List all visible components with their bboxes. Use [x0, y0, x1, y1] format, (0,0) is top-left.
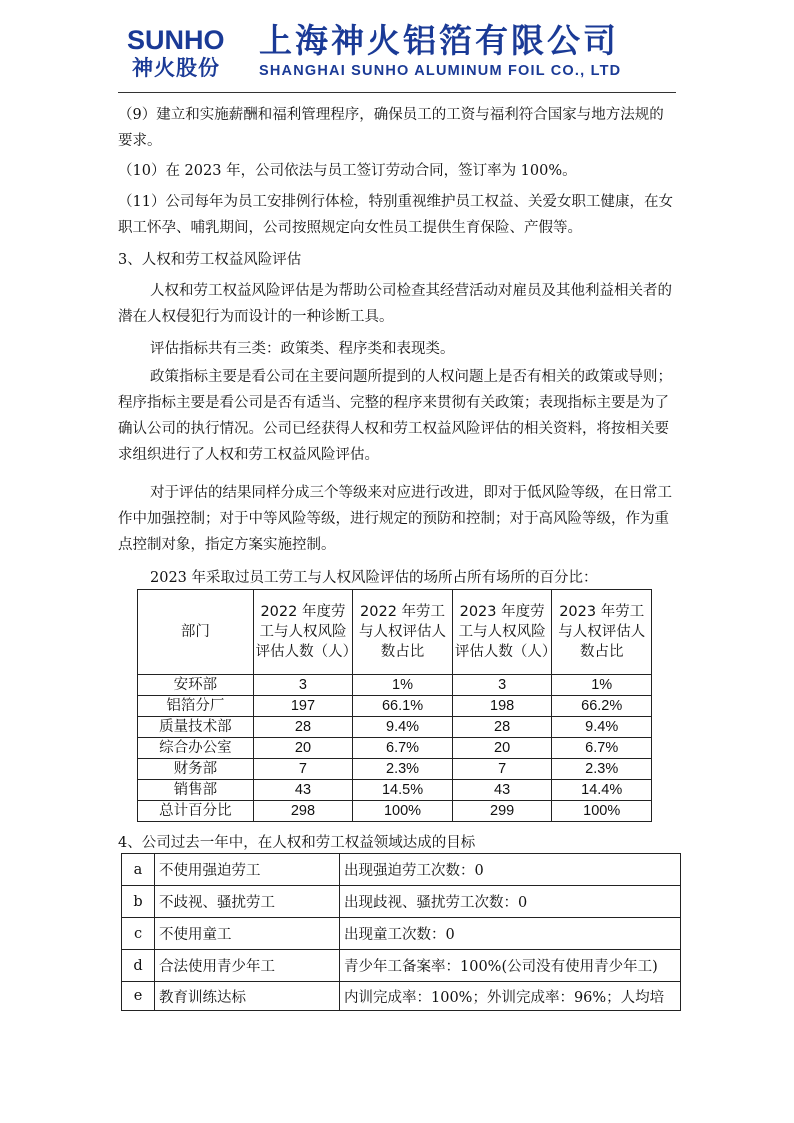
cell-dept: 质量技术部 — [138, 717, 254, 738]
cell-value: 2.3% — [353, 759, 453, 780]
cell-value: 9.4% — [353, 717, 453, 738]
cell-value: 20 — [452, 738, 552, 759]
header-dept: 部门 — [138, 590, 254, 675]
company-name-en: SHANGHAI SUNHO ALUMINUM FOIL CO., LTD — [259, 63, 622, 79]
cell-index: c — [122, 918, 155, 950]
cell-value: 28 — [253, 717, 353, 738]
cell-value: 9.4% — [552, 717, 652, 738]
table-row — [122, 918, 681, 950]
section-4-heading: 4、公司过去一年中，在人权和劳工权益领域达成的目标 — [118, 835, 476, 851]
cell-value: 1% — [552, 675, 652, 696]
cell-index: d — [122, 950, 155, 982]
company-name-cn: 上海神火铝箔有限公司 — [259, 21, 619, 60]
cell-dept: 销售部 — [138, 780, 254, 801]
header-2023-ratio: 2023 年劳工与人权评估人数占比 — [552, 590, 652, 675]
cell-value: 7 — [452, 759, 552, 780]
table-row — [138, 780, 652, 801]
cell-result: 青少年工备案率：100%(公司没有使用青少年工) — [340, 950, 681, 982]
cell-value: 100% — [552, 801, 652, 822]
cell-dept: 财务部 — [138, 759, 254, 780]
cell-index: a — [122, 854, 155, 886]
cell-result: 出现童工次数：0 — [340, 918, 681, 950]
cell-index: e — [122, 982, 155, 1011]
cell-value: 14.5% — [353, 780, 453, 801]
header-2022-count: 2022 年度劳工与人权风险评估人数（人） — [253, 590, 353, 675]
cell-dept: 安环部 — [138, 675, 254, 696]
cell-dept: 铝箔分厂 — [138, 696, 254, 717]
cell-value: 6.7% — [353, 738, 453, 759]
cell-value: 2.3% — [552, 759, 652, 780]
paragraph-indicator-details: 政策指标主要是看公司在主要问题所提到的人权问题上是否有相关的政策或导则；程序指标主要是看公司是否有适当、完整的程序来贯彻有关政策；表现指标主要是为了确认公司的执行情况。公司已经获得人权和劳工权益风险评估的相关资料，将按相关要求组织进行了人权和劳工权益风险评估。 — [118, 369, 672, 463]
goals-table — [121, 853, 681, 1011]
cell-value: 100% — [353, 801, 453, 822]
paragraph-11: （11）公司每年为员工安排例行体检，特别重视维护员工权益、关爱女职工健康，在女职工怀孕、哺乳期间，公司按照规定向女性员工提供生育保险、产假等。 — [118, 194, 673, 236]
cell-goal: 不歧视、骚扰劳工 — [155, 886, 340, 918]
risk-assessment-table — [137, 589, 652, 822]
table-row — [122, 854, 681, 886]
cell-result: 出现强迫劳工次数：0 — [340, 854, 681, 886]
paragraph-assessment-intro: 人权和劳工权益风险评估是为帮助公司检查其经营活动对雇员及其他利益相关者的潜在人权侵犯行为而设计的一种诊断工具。 — [118, 283, 672, 325]
cell-index: b — [122, 886, 155, 918]
logo-text-cn: 神火股份 — [132, 56, 220, 80]
cell-result: 内训完成率：100%；外训完成率：96%；人均培 — [340, 982, 681, 1011]
cell-dept: 总计百分比 — [138, 801, 254, 822]
cell-value: 43 — [253, 780, 353, 801]
cell-goal: 教育训练达标 — [155, 982, 340, 1011]
section-3-heading: 3、人权和劳工权益风险评估 — [118, 252, 302, 268]
table-row — [138, 696, 652, 717]
cell-value: 3 — [253, 675, 353, 696]
header-2023-count: 2023 年度劳工与人权风险评估人数（人） — [452, 590, 552, 675]
paragraph-indicator-types: 评估指标共有三类：政策类、程序类和表现类。 — [150, 341, 455, 357]
cell-value: 197 — [253, 696, 353, 717]
cell-value: 1% — [353, 675, 453, 696]
table-row — [138, 738, 652, 759]
header-divider — [118, 92, 676, 93]
cell-value: 298 — [253, 801, 353, 822]
table-header-row — [138, 590, 652, 675]
cell-result: 出现歧视、骚扰劳工次数：0 — [340, 886, 681, 918]
cell-value: 20 — [253, 738, 353, 759]
cell-goal: 不使用强迫劳工 — [155, 854, 340, 886]
cell-value: 7 — [253, 759, 353, 780]
table-row — [138, 717, 652, 738]
table-row — [122, 982, 681, 1011]
logo-text-en: SUNHO — [127, 25, 225, 55]
cell-value: 6.7% — [552, 738, 652, 759]
paragraph-9: （9）建立和实施薪酬和福利管理程序，确保员工的工资与福利符合国家与地方法规的要求。 — [118, 107, 664, 149]
table-row — [138, 675, 652, 696]
cell-goal: 不使用童工 — [155, 918, 340, 950]
table-row — [122, 886, 681, 918]
cell-value: 66.1% — [353, 696, 453, 717]
cell-goal: 合法使用青少年工 — [155, 950, 340, 982]
cell-value: 198 — [452, 696, 552, 717]
table1-caption: 2023 年采取过员工劳工与人权风险评估的场所占所有场所的百分比： — [150, 570, 598, 586]
cell-value: 14.4% — [552, 780, 652, 801]
cell-value: 66.2% — [552, 696, 652, 717]
paragraph-risk-levels: 对于评估的结果同样分成三个等级来对应进行改进，即对于低风险等级，在日常工作中加强控制；对于中等风险等级，进行规定的预防和控制；对于高风险等级，作为重点控制对象，指定方案实施控制。 — [118, 485, 672, 553]
table-row-total — [138, 801, 652, 822]
paragraph-10: （10）在 2023 年，公司依法与员工签订劳动合同，签订率为 100%。 — [118, 163, 577, 179]
cell-dept: 综合办公室 — [138, 738, 254, 759]
cell-value: 299 — [452, 801, 552, 822]
cell-value: 28 — [452, 717, 552, 738]
header-2022-ratio: 2022 年劳工与人权评估人数占比 — [353, 590, 453, 675]
table-row — [138, 759, 652, 780]
cell-value: 3 — [452, 675, 552, 696]
table-row — [122, 950, 681, 982]
cell-value: 43 — [452, 780, 552, 801]
